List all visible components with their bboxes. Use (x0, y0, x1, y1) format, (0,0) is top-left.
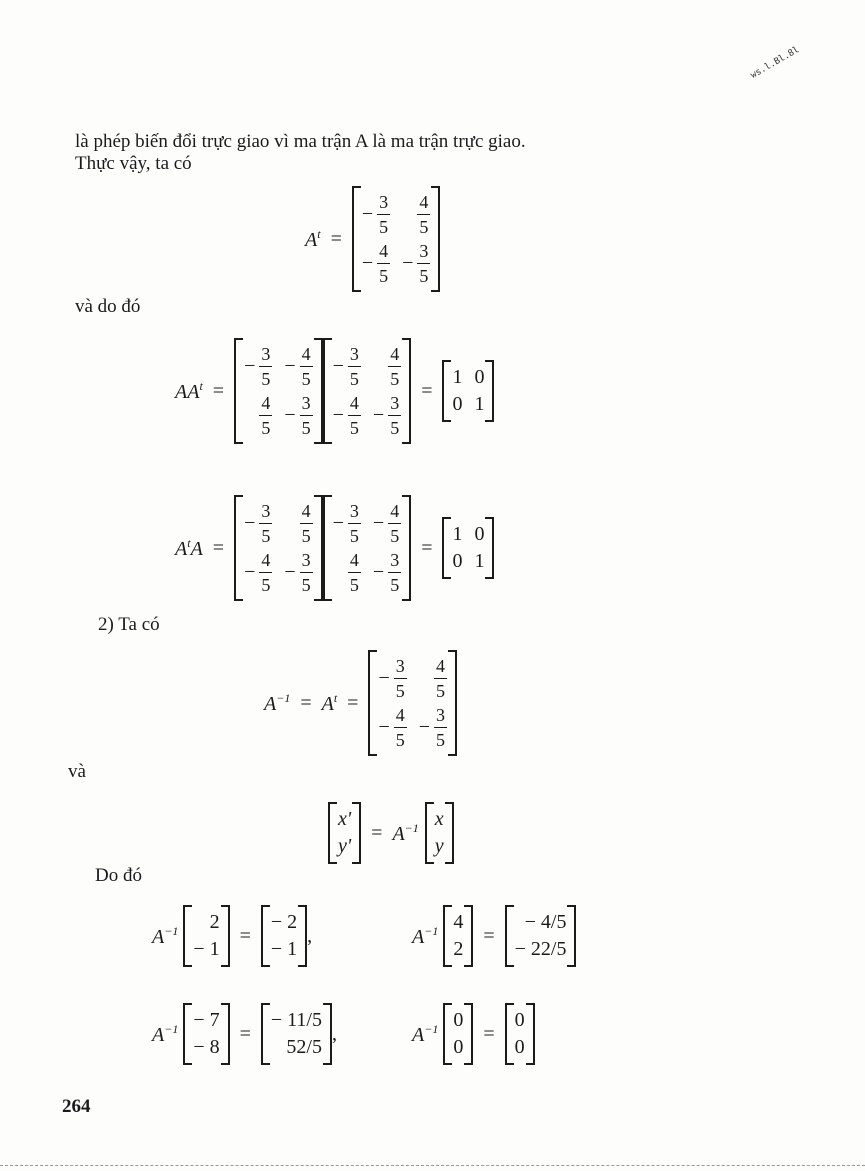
identity-matrix: 1 0 0 1 (442, 360, 494, 422)
symbol-ainv: $A^{-1}$ (264, 690, 291, 715)
equation-ata (175, 495, 494, 601)
text-do-do: Do đó (95, 865, 142, 886)
matrix-a (234, 338, 323, 444)
matrix-at (323, 338, 412, 444)
vector-input: 0 0 (443, 1003, 473, 1065)
vector-input: − 7 − 8 (183, 1003, 229, 1065)
equals-sign: = (212, 536, 225, 559)
matrix-cell: − $\frac{4}{5}$ (332, 393, 359, 438)
vector-output: − 2 − 1 (261, 905, 307, 967)
footer-divider (0, 1165, 865, 1166)
matrix-cell: − $\frac{3}{5}$ (372, 393, 400, 438)
comma: , (331, 1022, 337, 1045)
matrix-cell: − $\frac{3}{5}$ (284, 393, 311, 438)
matrix-cell: − $\frac{3}{5}$ (332, 501, 359, 546)
symbol-ainv: $A^{-1}$ (412, 923, 439, 948)
text-line-2: Thực vậy, ta có (75, 153, 192, 174)
matrix-cell: $\frac{4}{5}$ (419, 192, 429, 237)
matrix-cell: − $\frac{4}{5}$ (284, 344, 311, 389)
equals-sign: = (239, 1022, 251, 1045)
equation-ex3 (152, 1003, 337, 1065)
equation-at (305, 186, 440, 292)
equation-ex4 (412, 1003, 535, 1065)
matrix-at (234, 495, 323, 601)
equals-sign: = (421, 379, 433, 402)
corner-watermark: ws.l.Bl.8l (749, 45, 802, 81)
matrix-cell: $\frac{4}{5}$ (301, 501, 311, 546)
matrix-cell: − $\frac{4}{5}$ (361, 241, 389, 286)
matrix-cell: − $\frac{3}{5}$ (244, 344, 271, 389)
equation-transform (328, 802, 454, 864)
equation-ainv (264, 650, 457, 756)
vector-xy-prime: x' y' (328, 802, 361, 864)
equals-sign: = (300, 691, 312, 714)
equals-sign: = (421, 536, 433, 559)
matrix-cell: − $\frac{3}{5}$ (378, 656, 405, 701)
matrix-at (352, 186, 441, 292)
equation-ex1 (152, 905, 312, 967)
matrix-cell: − $\frac{3}{5}$ (332, 344, 359, 389)
equals-sign: = (483, 924, 495, 947)
symbol-ainv: $A^{-1}$ (392, 820, 419, 845)
symbol-ata: $A^tA$ (175, 535, 203, 560)
matrix-cell: $\frac{4}{5}$ (349, 550, 359, 595)
symbol-ainv: $A^{-1}$ (152, 923, 179, 948)
equals-sign: = (483, 1022, 495, 1045)
vector-output: 0 0 (505, 1003, 535, 1065)
page-number: 264 (62, 1096, 91, 1117)
matrix-cell: − $\frac{4}{5}$ (372, 501, 400, 546)
matrix-cell: $\frac{4}{5}$ (261, 393, 271, 438)
vector-output: − 11/5 52/5 (261, 1003, 332, 1065)
matrix-cell: − $\frac{3}{5}$ (372, 550, 400, 595)
matrix-cell: $\frac{4}{5}$ (436, 656, 446, 701)
equals-sign: = (330, 227, 342, 250)
text-item-2: 2) Ta có (98, 614, 160, 635)
identity-matrix: 1 0 0 1 (442, 517, 494, 579)
matrix-a (323, 495, 412, 601)
symbol-ainv: $A^{-1}$ (152, 1021, 179, 1046)
equation-ex2 (412, 905, 576, 967)
vector-xy: x y (425, 802, 454, 864)
text-line-1: là phép biến đổi trực giao vì ma trận A là ma trận trực giao. (75, 131, 526, 152)
vector-output: − 4/5 − 22/5 (505, 905, 577, 967)
equation-aat (175, 338, 494, 444)
vector-input: 2 − 1 (183, 905, 229, 967)
symbol-at: $A^t$ (321, 690, 338, 715)
matrix-cell: $\frac{4}{5}$ (390, 344, 400, 389)
symbol-ainv: $A^{-1}$ (412, 1021, 439, 1046)
text-va-do-do: và do đó (75, 296, 141, 317)
matrix-cell: − $\frac{3}{5}$ (244, 501, 271, 546)
matrix-cell: − $\frac{4}{5}$ (244, 550, 271, 595)
symbol-aat: $AA^t$ (175, 378, 203, 403)
matrix-cell: − $\frac{3}{5}$ (418, 705, 446, 750)
equals-sign: = (239, 924, 251, 947)
matrix-cell: − $\frac{4}{5}$ (378, 705, 405, 750)
vector-input: 4 2 (443, 905, 473, 967)
equals-sign: = (347, 691, 359, 714)
comma: , (307, 924, 313, 947)
matrix-at (368, 650, 457, 756)
text-va: và (68, 761, 86, 782)
matrix-cell: − $\frac{3}{5}$ (284, 550, 311, 595)
symbol-a: $A^t$ (305, 226, 321, 251)
matrix-cell: − $\frac{3}{5}$ (402, 241, 429, 286)
matrix-cell: − $\frac{3}{5}$ (361, 192, 389, 237)
equals-sign: = (212, 379, 225, 402)
equals-sign: = (371, 821, 383, 844)
